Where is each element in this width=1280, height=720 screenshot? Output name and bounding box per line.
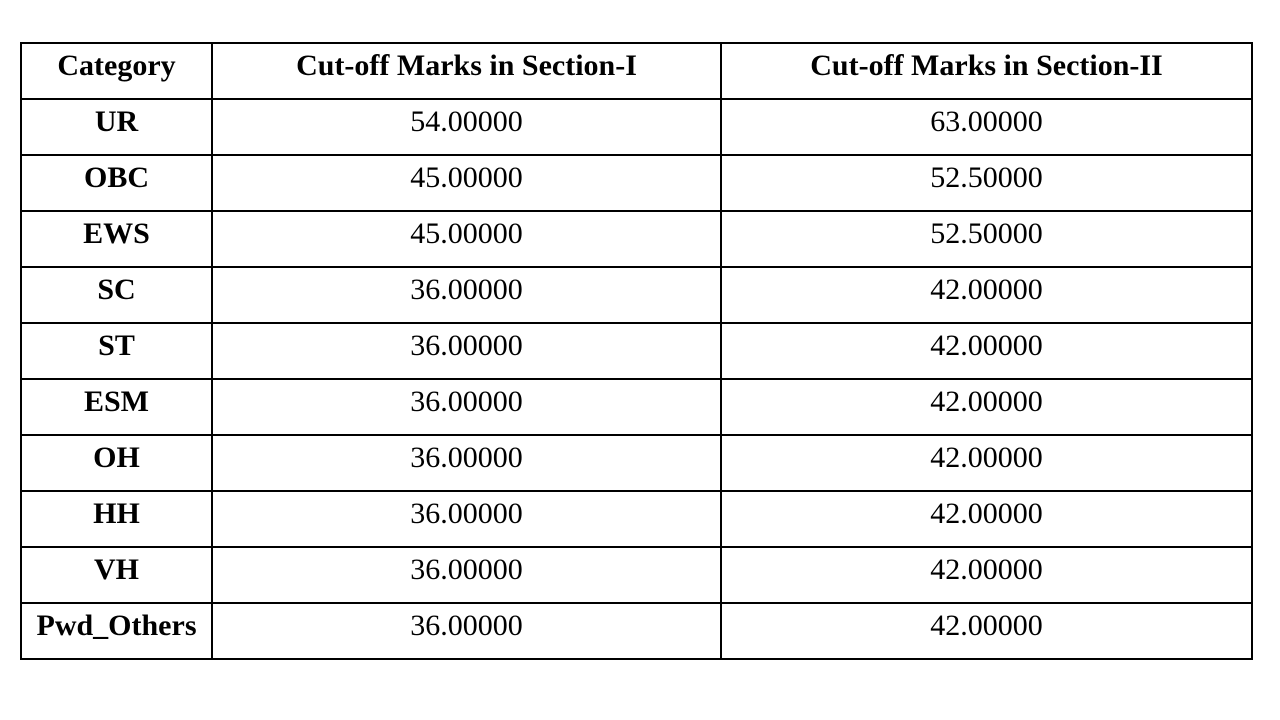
table-header-row [21, 43, 1252, 99]
category-cell: UR [21, 99, 212, 155]
category-cell: EWS [21, 211, 212, 267]
cutoff-marks-table [20, 42, 1253, 660]
table-row [21, 267, 1252, 323]
section-1-cell: 36.00000 [212, 267, 721, 323]
category-cell: ESM [21, 379, 212, 435]
table-row [21, 155, 1252, 211]
table-row [21, 323, 1252, 379]
category-cell: Pwd_Others [21, 603, 212, 659]
category-cell: VH [21, 547, 212, 603]
table-row [21, 491, 1252, 547]
section-2-cell: 42.00000 [721, 491, 1252, 547]
section-1-cell: 45.00000 [212, 211, 721, 267]
section-1-cell: 36.00000 [212, 435, 721, 491]
section-1-cell: 36.00000 [212, 379, 721, 435]
table-row [21, 379, 1252, 435]
section-2-cell: 42.00000 [721, 435, 1252, 491]
section-1-cell: 45.00000 [212, 155, 721, 211]
header-category: Category [21, 43, 212, 99]
section-2-cell: 42.00000 [721, 603, 1252, 659]
header-section-2: Cut-off Marks in Section-II [721, 43, 1252, 99]
category-cell: OH [21, 435, 212, 491]
table-row [21, 603, 1252, 659]
section-2-cell: 42.00000 [721, 267, 1252, 323]
section-1-cell: 36.00000 [212, 547, 721, 603]
header-section-1: Cut-off Marks in Section-I [212, 43, 721, 99]
category-cell: ST [21, 323, 212, 379]
section-2-cell: 52.50000 [721, 211, 1252, 267]
category-cell: SC [21, 267, 212, 323]
table-row [21, 547, 1252, 603]
section-1-cell: 36.00000 [212, 491, 721, 547]
section-2-cell: 42.00000 [721, 323, 1252, 379]
section-2-cell: 42.00000 [721, 547, 1252, 603]
section-2-cell: 42.00000 [721, 379, 1252, 435]
section-1-cell: 36.00000 [212, 603, 721, 659]
table-row [21, 435, 1252, 491]
section-1-cell: 36.00000 [212, 323, 721, 379]
category-cell: OBC [21, 155, 212, 211]
section-2-cell: 63.00000 [721, 99, 1252, 155]
category-cell: HH [21, 491, 212, 547]
section-1-cell: 54.00000 [212, 99, 721, 155]
table-row [21, 99, 1252, 155]
section-2-cell: 52.50000 [721, 155, 1252, 211]
table-row [21, 211, 1252, 267]
